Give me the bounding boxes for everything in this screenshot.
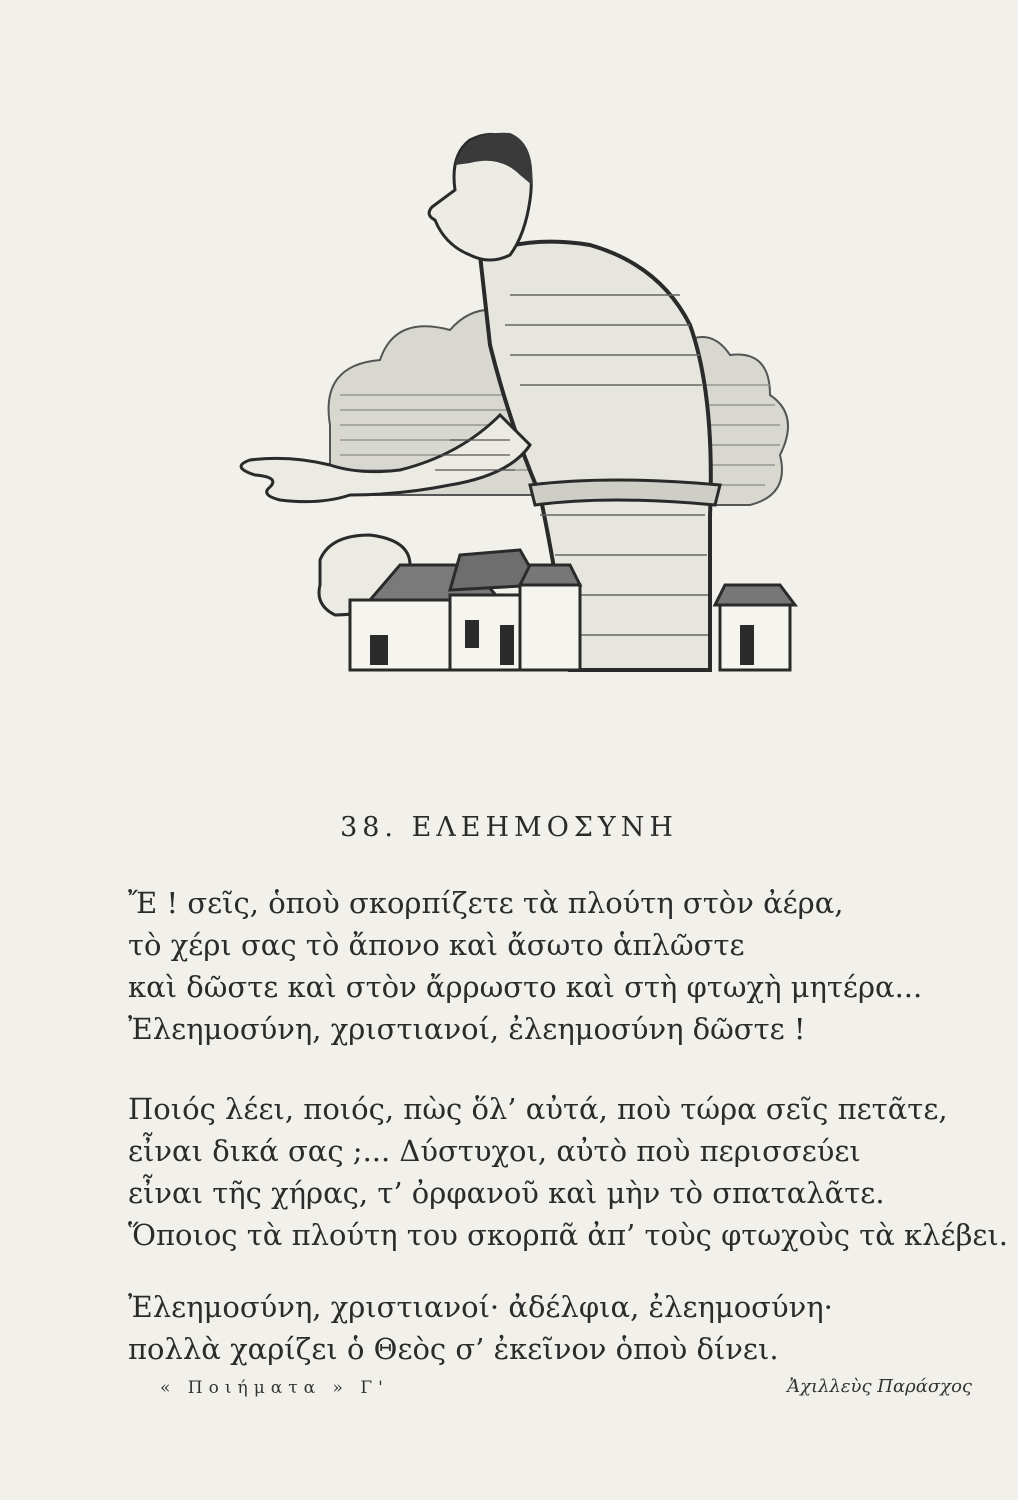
poem-source: « Ποιήματα » Γ': [160, 1378, 389, 1398]
stanza-3: [128, 1286, 1008, 1370]
poem-line: Ἐλεημοσύνη, χριστιανοί, ἐλεημοσύνη δῶστε !: [128, 1012, 806, 1046]
poem-line: πολλὰ χαρίζει ὁ Θεὸς σ’ ἐκεῖνον ὁποὺ δίνει.: [128, 1332, 779, 1366]
poem-line: Ποιός λέει, ποιός, πὼς ὅλ’ αὐτά, ποὺ τώρα σεῖς πετᾶτε,: [128, 1092, 948, 1126]
poem-line: εἶναι δικά σας ;... Δύστυχοι, αὐτὸ ποὺ περισσεύει: [128, 1134, 861, 1168]
stanza-1: [128, 882, 1008, 1050]
beggar-illustration: [210, 95, 810, 675]
poem-line: τὸ χέρι σας τὸ ἄπονο καὶ ἄσωτο ἁπλῶστε: [128, 928, 745, 962]
poem-line: Ὅποιος τὰ πλούτη του σκορπᾶ ἀπ’ τοὺς φτωχοὺς τὰ κλέβει.: [128, 1218, 1008, 1252]
poem-author: Ἀχιλλεὺς Παράσχος: [787, 1376, 972, 1397]
poem-line: καὶ δῶστε καὶ στὸν ἄρρωστο καὶ στὴ φτωχὴ μητέρα...: [128, 970, 923, 1004]
poem-line: Ἔ ! σεῖς, ὁποὺ σκορπίζετε τὰ πλούτη στὸν ἀέρα,: [128, 886, 844, 920]
stanza-2: [128, 1088, 1008, 1256]
poem-title: 38. ΕΛΕΗΜΟΣΥΝΗ: [340, 812, 678, 843]
poem-line: εἶναι τῆς χήρας, τ’ ὀρφανοῦ καὶ μὴν τὸ σπαταλᾶτε.: [128, 1176, 885, 1210]
poem-line: Ἐλεημοσύνη, χριστιανοί· ἀδέλφια, ἐλεημοσύνη·: [128, 1290, 833, 1324]
